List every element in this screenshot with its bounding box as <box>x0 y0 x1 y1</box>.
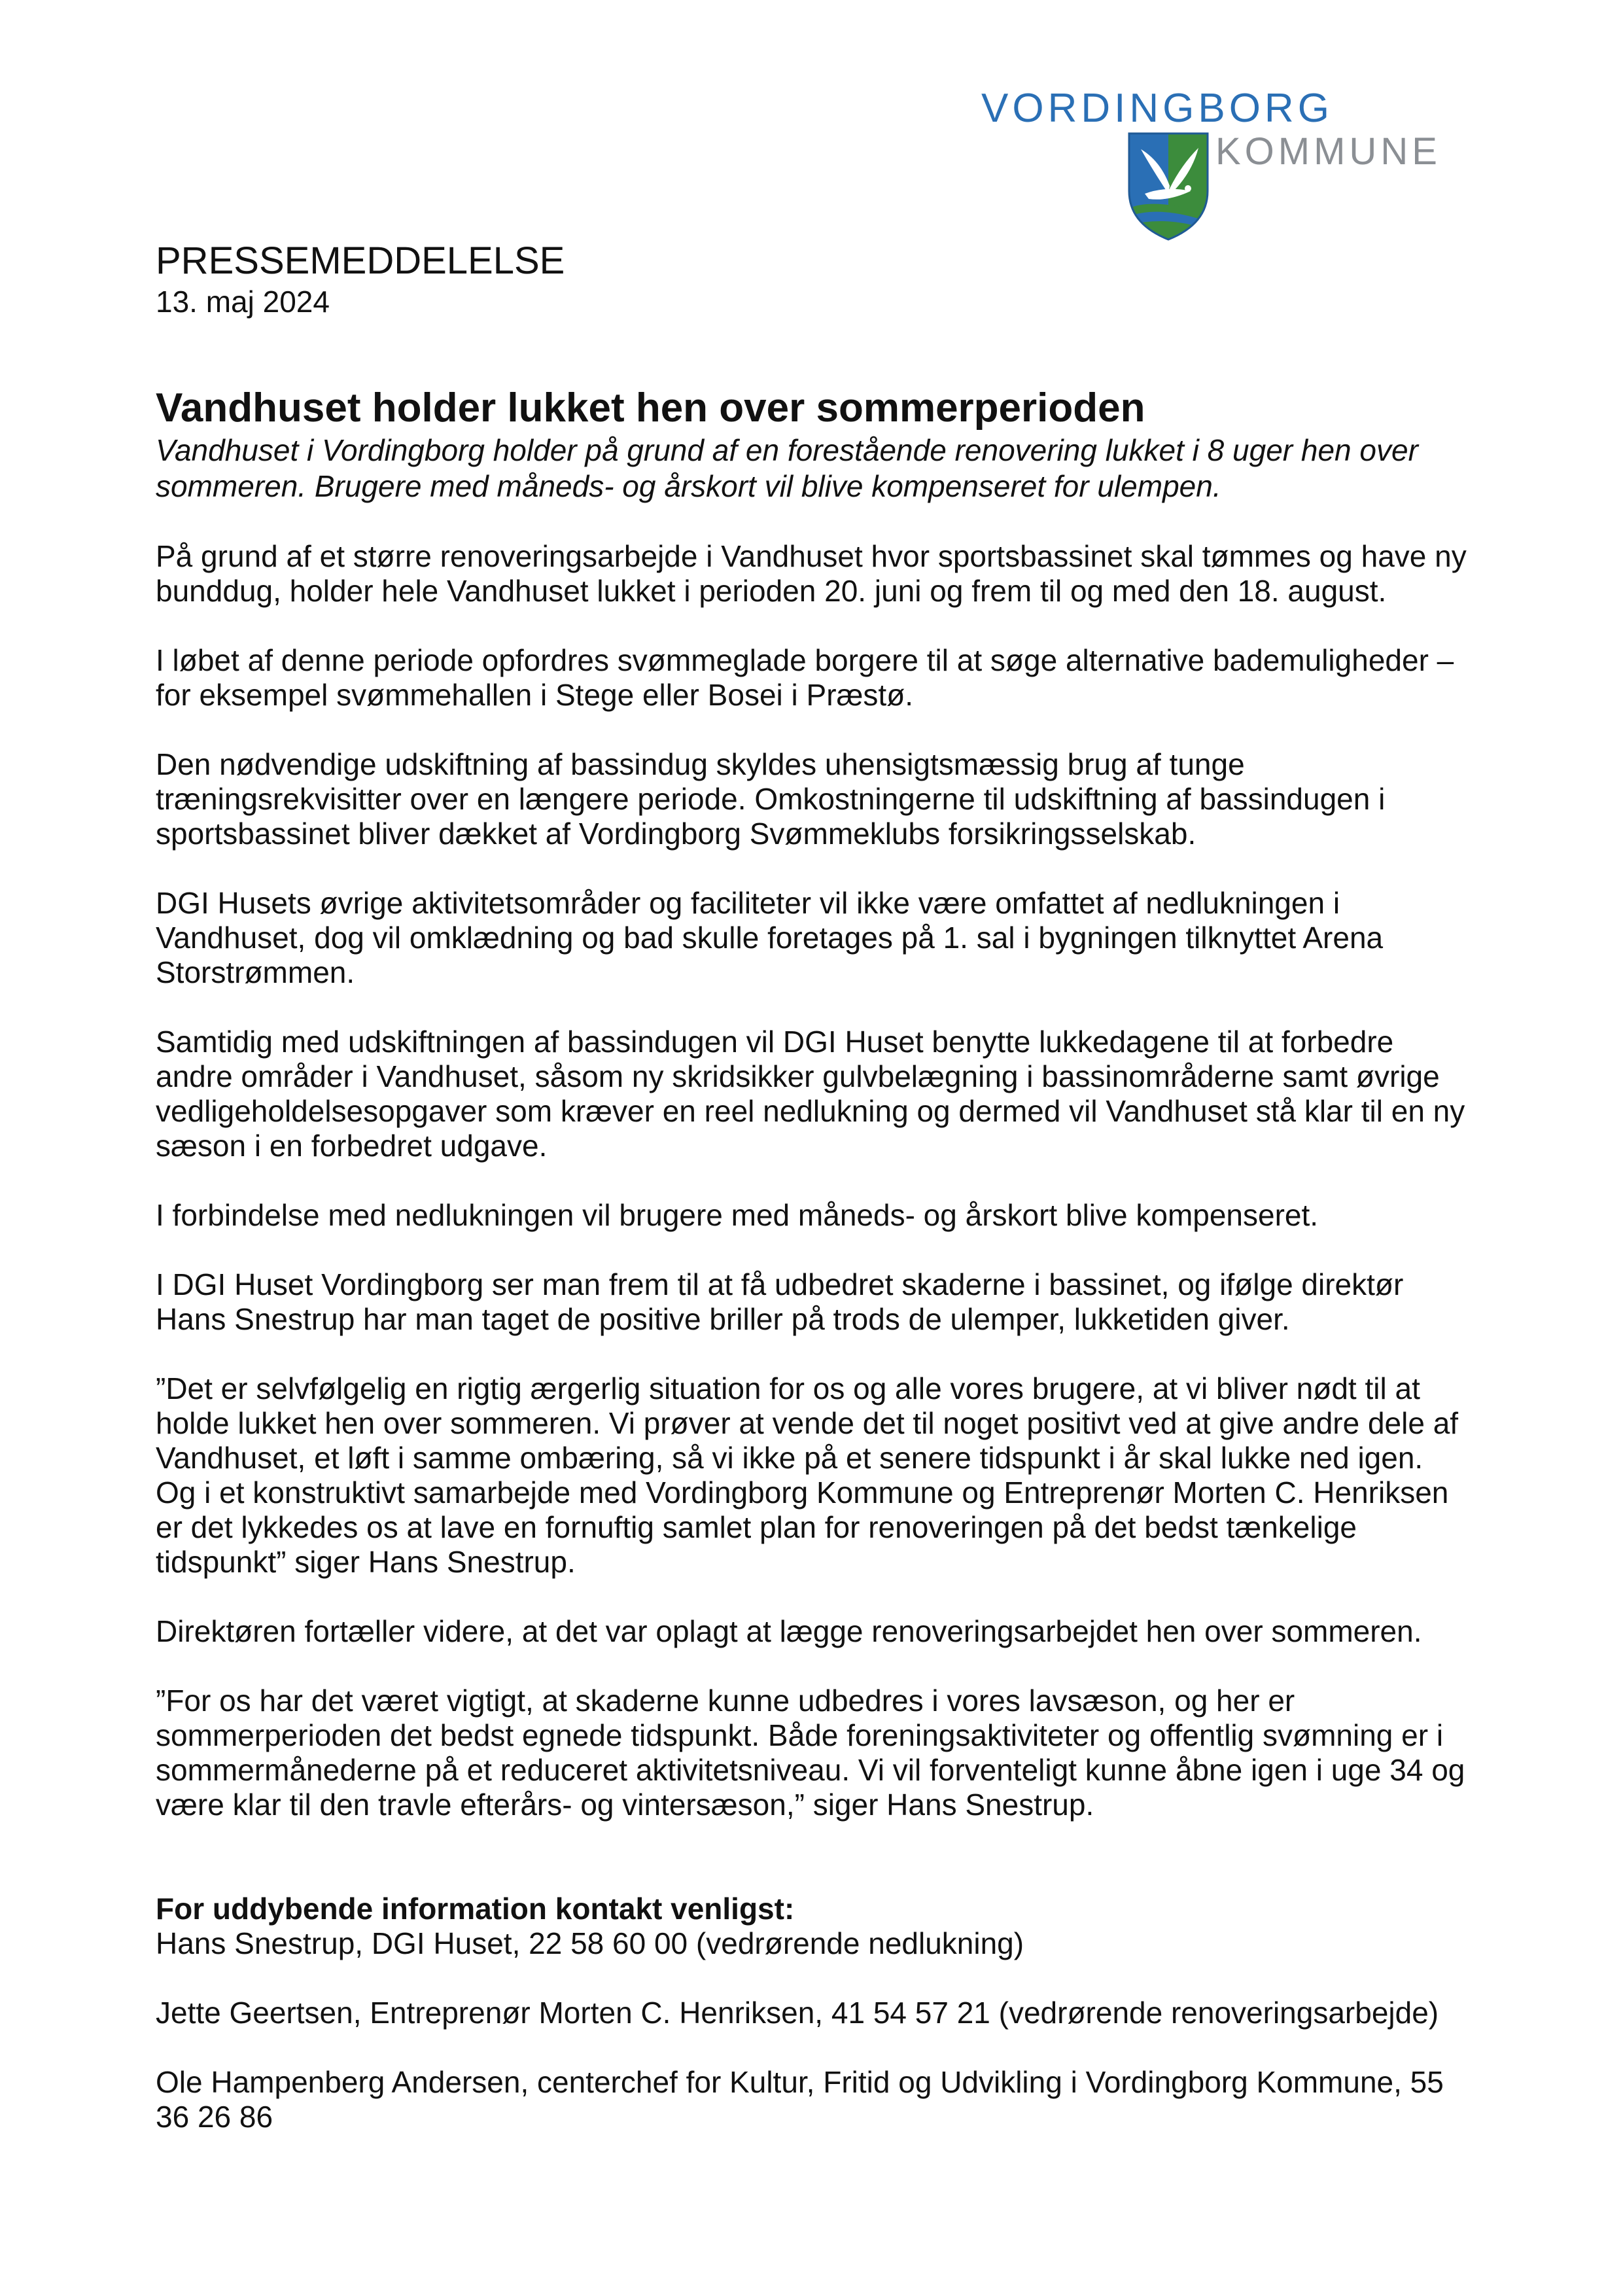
release-date: 13. maj 2024 <box>156 285 330 319</box>
article-lead: Vandhuset i Vordingborg holder på grund af en forestående renovering lukket i 8 uger hen over sommeren. Brugere med måneds- og årskort vil blive kompenseret for ulempen. <box>156 433 1418 503</box>
article-title: Vandhuset holder lukket hen over sommerperioden <box>156 385 1145 431</box>
document-type: PRESSEMEDDELELSE <box>156 239 565 282</box>
paragraph: ”Det er selvfølgelig en rigtig ærgerlig situation for os og alle vores brugere, at vi bliver nødt til at holde lukket hen over sommeren. Vi prøver at vende det til noget positivt ved at give andre dele af Vandhuset, et løft i samme ombæring, så vi ikke på et senere tidspunkt i år skal lukke ned igen. Og i et konstruktivt samarbejde med Vordingborg Kommune og Entreprenør Morten C. Henriksen er det lykkedes os at lave en fornuftig samlet plan for renoveringen på det bedst tænkelige tidspunkt” siger Hans Snestrup. <box>156 1371 1459 1579</box>
paragraph: På grund af et større renoveringsarbejde i Vandhuset hvor sportsbassinet skal tømmes og have ny bunddug, holder hele Vandhuset lukket i perioden 20. juni og frem til og med den 18. august. <box>156 539 1467 608</box>
paragraph: I DGI Huset Vordingborg ser man frem til at få udbedret skaderne i bassinet, og ifølge direktør Hans Snestrup har man taget de positive briller på trods de ulemper, lukketiden giver. <box>156 1267 1404 1336</box>
paragraph: DGI Husets øvrige aktivitetsområder og faciliteter vil ikke være omfattet af nedlukningen i Vandhuset, dog vil omklædning og bad skulle foretages på 1. sal i bygningen tilknyttet Arena Storstrømmen. <box>156 886 1384 989</box>
paragraph: Den nødvendige udskiftning af bassindug skyldes uhensigtsmæssig brug af tunge træningsrekvisitter over en længere periode. Omkostningerne til udskiftning af bassindugen i sportsbassinet bliver dækket af Vordingborg Svømmeklubs forsikringsselskab. <box>156 747 1386 851</box>
contact-heading: For uddybende information kontakt venligst: <box>156 1892 795 1926</box>
vordingborg-kommune-logo <box>981 85 1478 249</box>
paragraph: Direktøren fortæller videre, at det var oplagt at lægge renoveringsarbejdet hen over sommeren. <box>156 1614 1422 1648</box>
paragraph: I forbindelse med nedlukningen vil brugere med måneds- og årskort blive kompenseret. <box>156 1198 1319 1232</box>
contact-item: Jette Geertsen, Entreprenør Morten C. Henriksen, 41 54 57 21 (vedrørende renoveringsarbejde) <box>156 1996 1439 2030</box>
paragraph: Samtidig med udskiftningen af bassindugen vil DGI Huset benytte lukkedagene til at forbedre andre områder i Vandhuset, såsom ny skridsikker gulvbelægning i bassinområderne samt øvrige vedligeholdelsesopgaver som kræver en reel nedlukning og dermed vil Vandhuset stå klar til en ny sæson i en forbedret udgave. <box>156 1025 1465 1163</box>
logo-line-1: VORDINGBORG <box>981 86 1333 131</box>
press-release <box>156 239 1471 2134</box>
paragraph: ”For os har det været vigtigt, at skaderne kunne udbedres i vores lavsæson, og her er sommerperioden det bedst egnede tidspunkt. Både foreningsaktiviteter og offentlig svømning er i sommermånederne på et reduceret aktivitetsniveau. Vi vil forventeligt kunne åbne igen i uge 34 og være klar til den travle efterårs- og vintersæson,” siger Hans Snestrup. <box>156 1684 1465 1822</box>
shield-bird-icon <box>1126 131 1210 242</box>
contact-item: Hans Snestrup, DGI Huset, 22 58 60 00 (vedrørende nedlukning) <box>156 1926 1024 1960</box>
contact-item: Ole Hampenberg Andersen, centerchef for Kultur, Fritid og Udvikling i Vordingborg Kommune, 55 36 26 86 <box>156 2065 1444 2134</box>
logo-line-2: KOMMUNE <box>1215 130 1441 173</box>
paragraph: I løbet af denne periode opfordres svømmeglade borgere til at søge alternative bademuligheder – for eksempel svømmehallen i Stege eller Bosei i Præstø. <box>156 643 1454 712</box>
